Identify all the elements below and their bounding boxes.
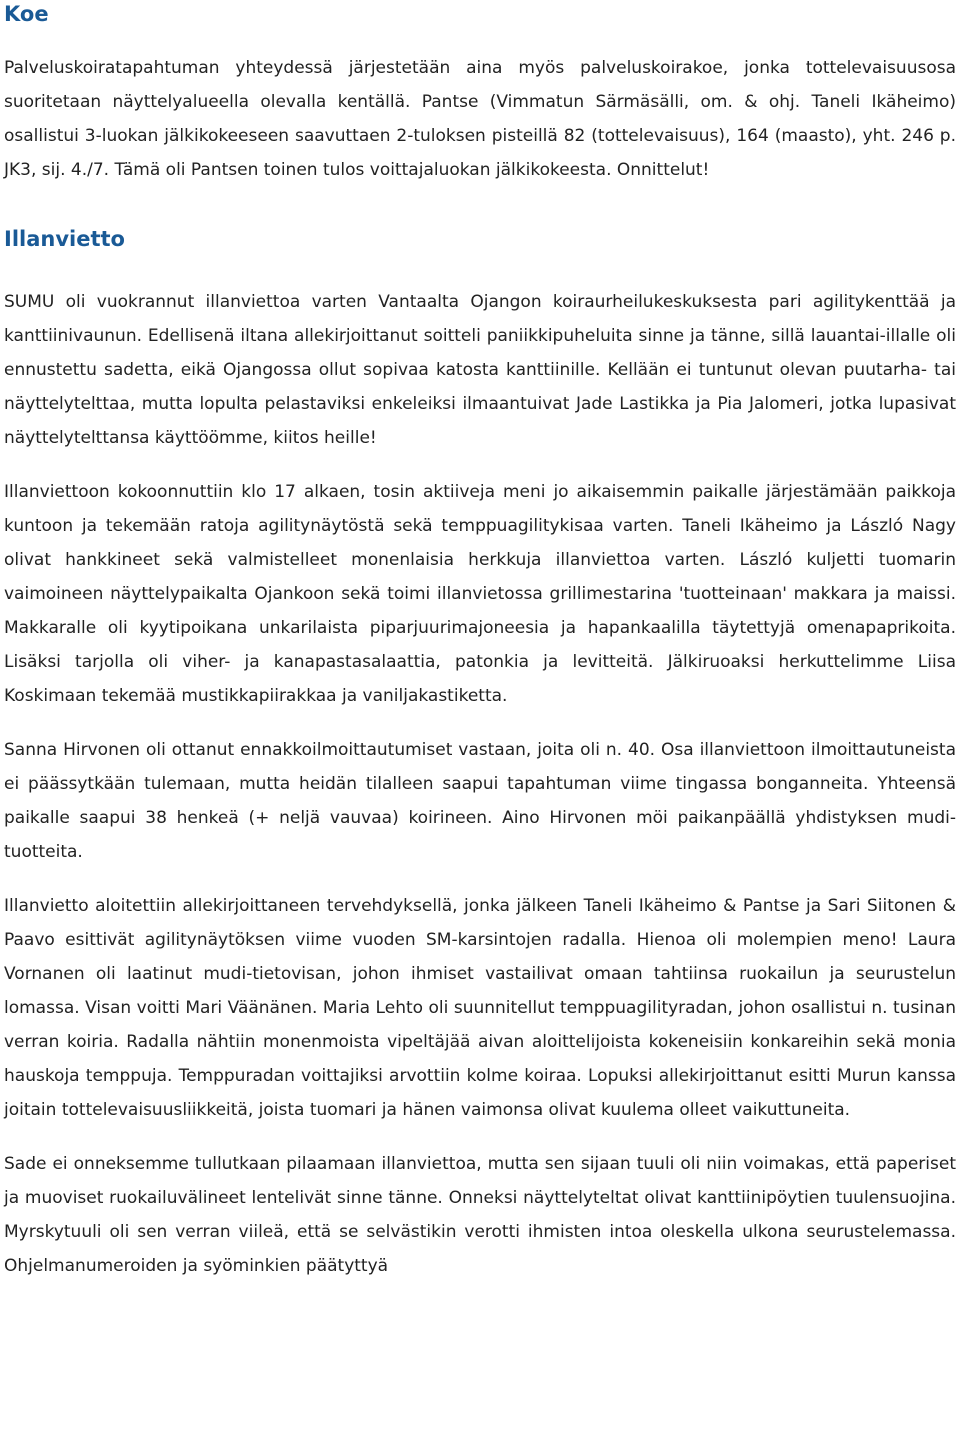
paragraph-illanvietto-1: SUMU oli vuokrannut illanviettoa varten Vantaalta Ojangon koiraurheilukeskuksesta pari agilitykenttää ja kanttiinivaunun. Edellisenä iltana allekirjoittanut soitteli paniikkipuheluita sinne ja tänne, sillä lauantai-illalle oli ennustettu sadetta, eikä Ojangossa ollut sopivaa katosta kanttiinille. Kellään ei tuntunut olevan puutarha- tai näyttelytelttaa, mutta lopulta pelastaviksi enkeleiksi ilmaantuivat Jade Lastikka ja Pia Jalomeri, jotka lupasivat näyttelytelttansa käyttöömme, kiitos heille!: [4, 292, 956, 448]
section-heading-illanvietto: Illanvietto: [4, 227, 125, 251]
paragraph-illanvietto-4: Illanvietto aloitettiin allekirjoittaneen tervehdyksellä, jonka jälkeen Taneli Ikäheimo & Pantse ja Sari Siitonen & Paavo esittivät agilitynäytöksen viime vuoden SM-karsintojen radalla. Hienoa oli molempien meno! Laura Vornanen oli laatinut mudi-tietovisan, johon ihmiset vastailivat omaan tahtiinsa ruokailun ja seurustelun lomassa. Visan voitti Mari Väänänen. Maria Lehto oli suunnitellut temppuagilityradan, johon osallistui n. tusinan verran koiria. Radalla nähtiin monenmoista vipeltäjää aivan aloittelijoista kokeneisiin konkareihin sekä monia hauskoja temppuja. Temppuradan voittajiksi arvottiin kolme koiraa. Lopuksi allekirjoittanut esitti Murun kanssa joitain tottelevaisuusliikkeitä, joista tuomari ja hänen vaimonsa olivat kuulema olleet vaikuttuneita.: [4, 896, 956, 1120]
paragraph-illanvietto-5: Sade ei onneksemme tullutkaan pilaamaan illanviettoa, mutta sen sijaan tuuli oli niin voimakas, että paperiset ja muoviset ruokailuvälineet lentelivät sinne tänne. Onneksi näyttelyteltat olivat kanttiinipöytien tuulensuojina. Myrskytuuli oli sen verran viileä, että se selvästikin verotti ihmisten intoa oleskella ulkona seurustelemassa. Ohjelmanumeroiden ja syöminkien päätyttyä: [4, 1154, 956, 1276]
section-heading-koe: Koe: [4, 2, 49, 26]
document-page: [4, 0, 956, 1283]
paragraph-koe: Palveluskoiratapahtuman yhteydessä järjestetään aina myös palveluskoirakoe, jonka tottelevaisuusosa suoritetaan näyttelyalueella olevalla kentällä. Pantse (Vimmatun Särmäsälli, om. & ohj. Taneli Ikäheimo) osallistui 3-luokan jälkikokeeseen saavuttaen 2-tuloksen pisteillä 82 (tottelevaisuus), 164 (maasto), yht. 246 p. JK3, sij. 4./7. Tämä oli Pantsen toinen tulos voittajaluokan jälkikokeesta. Onnittelut!: [4, 58, 956, 180]
paragraph-illanvietto-2: Illanviettoon kokoonnuttiin klo 17 alkaen, tosin aktiiveja meni jo aikaisemmin paikalle järjestämään paikkoja kuntoon ja tekemään ratoja agilitynäytöstä sekä temppuagilitykisaa varten. Taneli Ikäheimo ja László Nagy olivat hankkineet sekä valmistelleet monenlaisia herkkuja illanviettoa varten. László kuljetti tuomarin vaimoineen näyttelypaikalta Ojankoon sekä toimi illanvietossa grillimestarina 'tuotteinaan' makkara ja maissi. Makkaralle oli kyytipoikana unkarilaista piparjuurimajoneesia ja hapankaalilla täytettyjä omenapaprikoita. Lisäksi tarjolla oli viher- ja kanapastasalaattia, patonkia ja levitteitä. Jälkiruoaksi herkuttelimme Liisa Koskimaan tekemää mustikkapiirakkaa ja vaniljakastiketta.: [4, 482, 956, 706]
paragraph-illanvietto-3: Sanna Hirvonen oli ottanut ennakkoilmoittautumiset vastaan, joita oli n. 40. Osa illanviettoon ilmoittautuneista ei päässytkään tulemaan, mutta heidän tilalleen saapui tapahtuman viime tingassa bonganneita. Yhteensä paikalle saapui 38 henkeä (+ neljä vauvaa) koirineen. Aino Hirvonen möi paikanpäällä yhdistyksen mudi-tuotteita.: [4, 740, 956, 862]
